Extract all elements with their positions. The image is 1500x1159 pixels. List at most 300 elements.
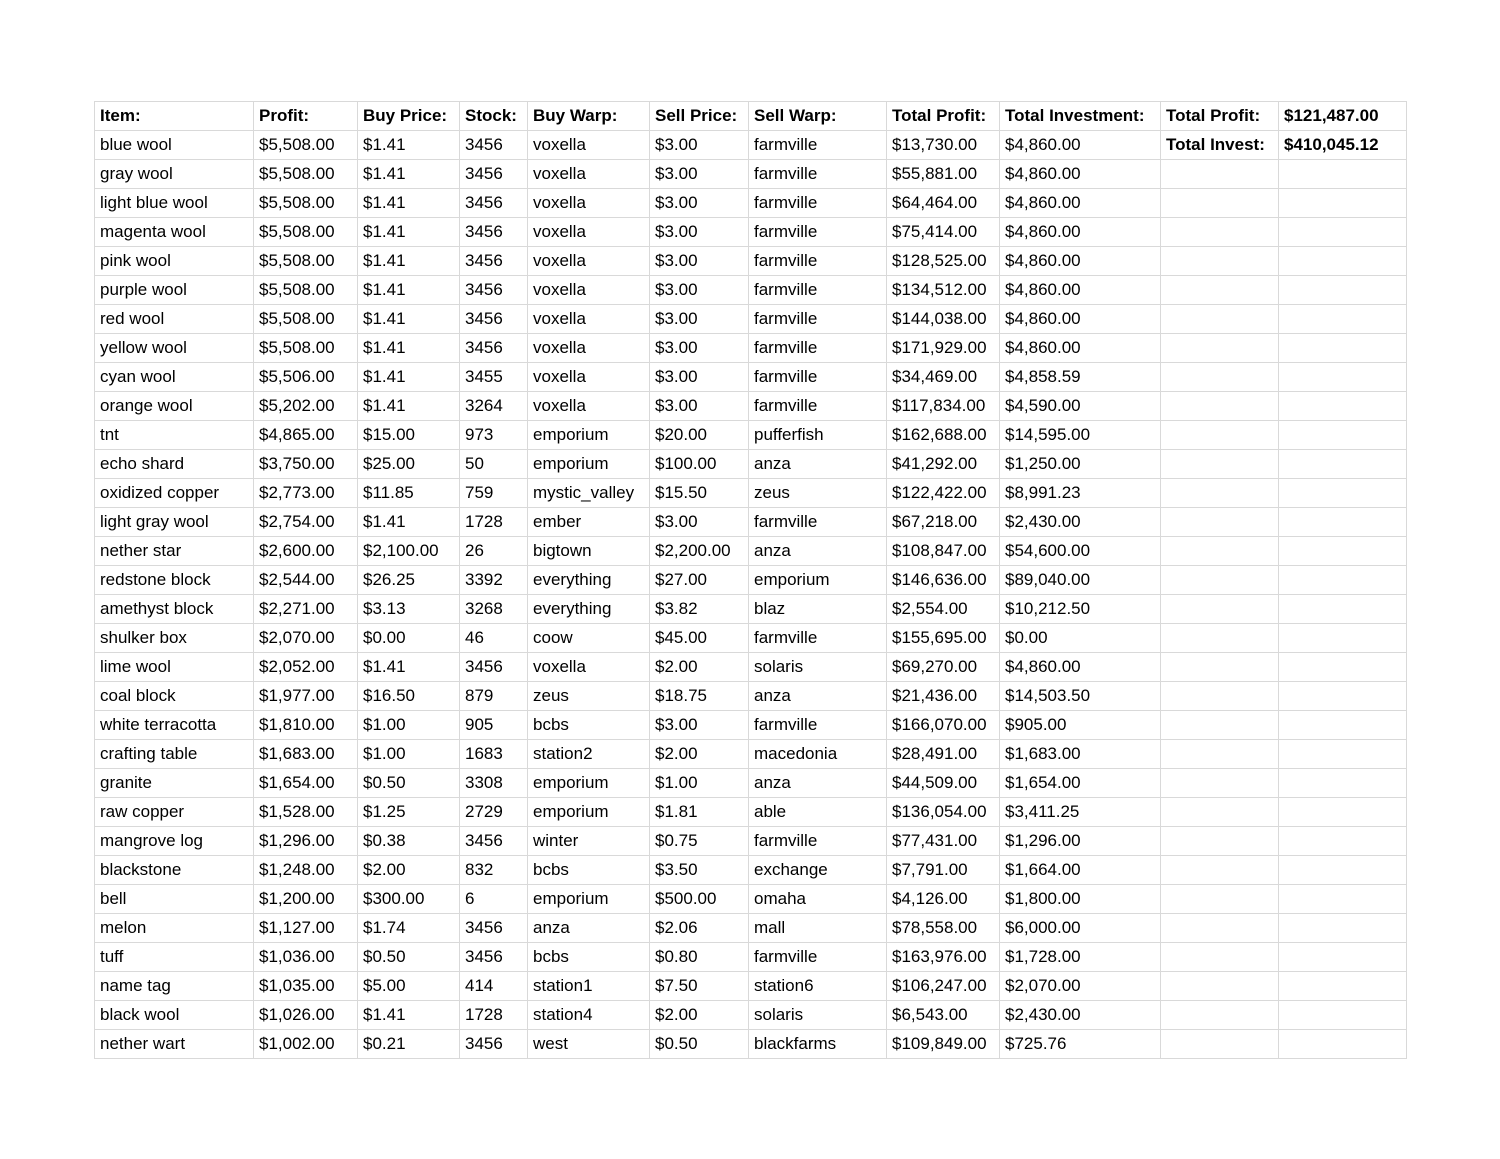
cell-total-profit[interactable]: $28,491.00 [887, 740, 1000, 769]
cell-item[interactable]: light gray wool [95, 508, 254, 537]
empty-cell[interactable] [1161, 508, 1279, 537]
cell-item[interactable]: coal block [95, 682, 254, 711]
empty-cell[interactable] [1279, 885, 1407, 914]
empty-cell[interactable] [1279, 740, 1407, 769]
cell-total-investment[interactable]: $89,040.00 [1000, 566, 1161, 595]
cell-buy-warp[interactable]: voxella [528, 653, 650, 682]
cell-item[interactable]: purple wool [95, 276, 254, 305]
cell-sell-warp[interactable]: emporium [749, 566, 887, 595]
empty-cell[interactable] [1279, 827, 1407, 856]
cell-total-profit[interactable]: $21,436.00 [887, 682, 1000, 711]
cell-sell-warp[interactable]: farmville [749, 131, 887, 160]
cell-item[interactable]: mangrove log [95, 827, 254, 856]
cell-sell-warp[interactable]: exchange [749, 856, 887, 885]
cell-buy-price[interactable]: $2,100.00 [358, 537, 460, 566]
cell-total-investment[interactable]: $2,430.00 [1000, 508, 1161, 537]
cell-total-investment[interactable]: $1,654.00 [1000, 769, 1161, 798]
cell-total-investment[interactable]: $4,860.00 [1000, 653, 1161, 682]
cell-stock[interactable]: 1728 [460, 508, 528, 537]
cell-total-profit[interactable]: $109,849.00 [887, 1030, 1000, 1059]
cell-buy-warp[interactable]: voxella [528, 276, 650, 305]
cell-sell-price[interactable]: $3.00 [650, 247, 749, 276]
cell-sell-price[interactable]: $0.50 [650, 1030, 749, 1059]
cell-item[interactable]: light blue wool [95, 189, 254, 218]
cell-stock[interactable]: 3456 [460, 247, 528, 276]
empty-cell[interactable] [1161, 769, 1279, 798]
cell-stock[interactable]: 3456 [460, 131, 528, 160]
cell-total-profit[interactable]: $13,730.00 [887, 131, 1000, 160]
cell-total-investment[interactable]: $4,860.00 [1000, 334, 1161, 363]
cell-profit[interactable]: $5,506.00 [254, 363, 358, 392]
cell-item[interactable]: blue wool [95, 131, 254, 160]
cell-buy-price[interactable]: $5.00 [358, 972, 460, 1001]
cell-buy-price[interactable]: $1.41 [358, 247, 460, 276]
empty-cell[interactable] [1161, 740, 1279, 769]
cell-total-profit[interactable]: $7,791.00 [887, 856, 1000, 885]
cell-profit[interactable]: $5,508.00 [254, 276, 358, 305]
cell-sell-warp[interactable]: farmville [749, 276, 887, 305]
cell-buy-price[interactable]: $3.13 [358, 595, 460, 624]
cell-buy-warp[interactable]: winter [528, 827, 650, 856]
cell-buy-warp[interactable]: emporium [528, 769, 650, 798]
cell-buy-price[interactable]: $1.41 [358, 189, 460, 218]
cell-sell-warp[interactable]: macedonia [749, 740, 887, 769]
cell-sell-price[interactable]: $500.00 [650, 885, 749, 914]
cell-sell-price[interactable]: $3.00 [650, 363, 749, 392]
cell-item[interactable]: orange wool [95, 392, 254, 421]
cell-total-investment[interactable]: $0.00 [1000, 624, 1161, 653]
cell-stock[interactable]: 3456 [460, 189, 528, 218]
cell-total-profit[interactable]: $67,218.00 [887, 508, 1000, 537]
cell-total-profit[interactable]: $171,929.00 [887, 334, 1000, 363]
cell-sell-warp[interactable]: farmville [749, 363, 887, 392]
cell-sell-price[interactable]: $7.50 [650, 972, 749, 1001]
cell-total-profit[interactable]: $106,247.00 [887, 972, 1000, 1001]
empty-cell[interactable] [1279, 856, 1407, 885]
empty-cell[interactable] [1279, 769, 1407, 798]
cell-stock[interactable]: 3456 [460, 914, 528, 943]
cell-sell-warp[interactable]: farmville [749, 160, 887, 189]
cell-stock[interactable]: 1728 [460, 1001, 528, 1030]
empty-cell[interactable] [1279, 972, 1407, 1001]
empty-cell[interactable] [1279, 450, 1407, 479]
empty-cell[interactable] [1279, 798, 1407, 827]
cell-buy-price[interactable]: $1.41 [358, 1001, 460, 1030]
cell-buy-price[interactable]: $1.00 [358, 740, 460, 769]
cell-profit[interactable]: $1,810.00 [254, 711, 358, 740]
summary-total-profit-value[interactable]: $121,487.00 [1279, 102, 1407, 131]
cell-item[interactable]: yellow wool [95, 334, 254, 363]
cell-total-profit[interactable]: $44,509.00 [887, 769, 1000, 798]
summary-total-invest-label[interactable]: Total Invest: [1161, 131, 1279, 160]
cell-sell-price[interactable]: $0.80 [650, 943, 749, 972]
cell-buy-warp[interactable]: station1 [528, 972, 650, 1001]
cell-profit[interactable]: $1,036.00 [254, 943, 358, 972]
cell-sell-warp[interactable]: solaris [749, 653, 887, 682]
cell-item[interactable]: pink wool [95, 247, 254, 276]
cell-stock[interactable]: 3308 [460, 769, 528, 798]
empty-cell[interactable] [1161, 624, 1279, 653]
cell-sell-warp[interactable]: farmville [749, 189, 887, 218]
cell-profit[interactable]: $5,508.00 [254, 305, 358, 334]
cell-profit[interactable]: $1,654.00 [254, 769, 358, 798]
empty-cell[interactable] [1161, 537, 1279, 566]
cell-sell-price[interactable]: $1.81 [650, 798, 749, 827]
cell-profit[interactable]: $2,544.00 [254, 566, 358, 595]
empty-cell[interactable] [1279, 189, 1407, 218]
cell-sell-warp[interactable]: farmville [749, 334, 887, 363]
cell-buy-warp[interactable]: voxella [528, 131, 650, 160]
cell-total-investment[interactable]: $1,728.00 [1000, 943, 1161, 972]
empty-cell[interactable] [1161, 798, 1279, 827]
cell-stock[interactable]: 3456 [460, 160, 528, 189]
cell-item[interactable]: bell [95, 885, 254, 914]
cell-item[interactable]: tnt [95, 421, 254, 450]
cell-sell-warp[interactable]: farmville [749, 711, 887, 740]
cell-total-profit[interactable]: $166,070.00 [887, 711, 1000, 740]
cell-buy-warp[interactable]: coow [528, 624, 650, 653]
cell-total-investment[interactable]: $14,595.00 [1000, 421, 1161, 450]
cell-profit[interactable]: $4,865.00 [254, 421, 358, 450]
empty-cell[interactable] [1279, 247, 1407, 276]
empty-cell[interactable] [1279, 624, 1407, 653]
cell-sell-price[interactable]: $0.75 [650, 827, 749, 856]
cell-sell-price[interactable]: $27.00 [650, 566, 749, 595]
header-sell-warp[interactable]: Sell Warp: [749, 102, 887, 131]
cell-item[interactable]: amethyst block [95, 595, 254, 624]
cell-total-profit[interactable]: $64,464.00 [887, 189, 1000, 218]
header-total-profit[interactable]: Total Profit: [887, 102, 1000, 131]
empty-cell[interactable] [1161, 566, 1279, 595]
cell-buy-price[interactable]: $0.50 [358, 769, 460, 798]
empty-cell[interactable] [1279, 218, 1407, 247]
cell-sell-warp[interactable]: farmville [749, 392, 887, 421]
cell-total-profit[interactable]: $78,558.00 [887, 914, 1000, 943]
cell-item[interactable]: nether star [95, 537, 254, 566]
cell-buy-price[interactable]: $2.00 [358, 856, 460, 885]
cell-total-investment[interactable]: $905.00 [1000, 711, 1161, 740]
cell-total-profit[interactable]: $55,881.00 [887, 160, 1000, 189]
empty-cell[interactable] [1279, 305, 1407, 334]
cell-buy-warp[interactable]: voxella [528, 392, 650, 421]
cell-sell-warp[interactable]: solaris [749, 1001, 887, 1030]
header-sell-price[interactable]: Sell Price: [650, 102, 749, 131]
cell-total-profit[interactable]: $108,847.00 [887, 537, 1000, 566]
cell-sell-warp[interactable]: anza [749, 682, 887, 711]
cell-buy-warp[interactable]: emporium [528, 885, 650, 914]
cell-sell-price[interactable]: $3.00 [650, 711, 749, 740]
cell-total-investment[interactable]: $1,800.00 [1000, 885, 1161, 914]
cell-item[interactable]: gray wool [95, 160, 254, 189]
cell-stock[interactable]: 973 [460, 421, 528, 450]
cell-sell-warp[interactable]: mall [749, 914, 887, 943]
cell-buy-warp[interactable]: emporium [528, 798, 650, 827]
cell-buy-price[interactable]: $1.41 [358, 508, 460, 537]
cell-profit[interactable]: $1,035.00 [254, 972, 358, 1001]
cell-buy-price[interactable]: $1.41 [358, 334, 460, 363]
cell-buy-price[interactable]: $0.00 [358, 624, 460, 653]
cell-total-investment[interactable]: $6,000.00 [1000, 914, 1161, 943]
cell-total-profit[interactable]: $162,688.00 [887, 421, 1000, 450]
cell-sell-price[interactable]: $3.00 [650, 392, 749, 421]
cell-item[interactable]: shulker box [95, 624, 254, 653]
cell-sell-warp[interactable]: zeus [749, 479, 887, 508]
cell-sell-price[interactable]: $18.75 [650, 682, 749, 711]
cell-sell-warp[interactable]: farmville [749, 305, 887, 334]
cell-buy-warp[interactable]: voxella [528, 247, 650, 276]
cell-sell-price[interactable]: $3.00 [650, 508, 749, 537]
cell-item[interactable]: lime wool [95, 653, 254, 682]
cell-buy-warp[interactable]: voxella [528, 334, 650, 363]
empty-cell[interactable] [1279, 595, 1407, 624]
cell-buy-warp[interactable]: voxella [528, 363, 650, 392]
cell-profit[interactable]: $1,002.00 [254, 1030, 358, 1059]
cell-total-profit[interactable]: $75,414.00 [887, 218, 1000, 247]
cell-profit[interactable]: $1,296.00 [254, 827, 358, 856]
cell-profit[interactable]: $5,508.00 [254, 334, 358, 363]
cell-sell-warp[interactable]: farmville [749, 218, 887, 247]
cell-item[interactable]: nether wart [95, 1030, 254, 1059]
empty-cell[interactable] [1161, 421, 1279, 450]
cell-total-investment[interactable]: $725.76 [1000, 1030, 1161, 1059]
cell-stock[interactable]: 414 [460, 972, 528, 1001]
empty-cell[interactable] [1279, 566, 1407, 595]
cell-buy-warp[interactable]: voxella [528, 189, 650, 218]
cell-buy-warp[interactable]: emporium [528, 421, 650, 450]
cell-stock[interactable]: 26 [460, 537, 528, 566]
cell-item[interactable]: magenta wool [95, 218, 254, 247]
cell-total-profit[interactable]: $136,054.00 [887, 798, 1000, 827]
cell-buy-warp[interactable]: everything [528, 595, 650, 624]
empty-cell[interactable] [1161, 305, 1279, 334]
cell-item[interactable]: tuff [95, 943, 254, 972]
header-total-investment[interactable]: Total Investment: [1000, 102, 1161, 131]
cell-total-investment[interactable]: $54,600.00 [1000, 537, 1161, 566]
cell-stock[interactable]: 3456 [460, 653, 528, 682]
empty-cell[interactable] [1279, 479, 1407, 508]
cell-sell-warp[interactable]: farmville [749, 247, 887, 276]
header-item[interactable]: Item: [95, 102, 254, 131]
cell-buy-price[interactable]: $1.41 [358, 131, 460, 160]
cell-buy-warp[interactable]: station2 [528, 740, 650, 769]
cell-profit[interactable]: $1,200.00 [254, 885, 358, 914]
cell-buy-price[interactable]: $1.41 [358, 392, 460, 421]
empty-cell[interactable] [1279, 276, 1407, 305]
cell-stock[interactable]: 3456 [460, 334, 528, 363]
cell-total-profit[interactable]: $134,512.00 [887, 276, 1000, 305]
empty-cell[interactable] [1161, 189, 1279, 218]
cell-buy-warp[interactable]: bcbs [528, 943, 650, 972]
cell-total-profit[interactable]: $41,292.00 [887, 450, 1000, 479]
cell-total-investment[interactable]: $4,858.59 [1000, 363, 1161, 392]
empty-cell[interactable] [1279, 160, 1407, 189]
cell-sell-warp[interactable]: blaz [749, 595, 887, 624]
cell-sell-price[interactable]: $100.00 [650, 450, 749, 479]
empty-cell[interactable] [1161, 1030, 1279, 1059]
cell-stock[interactable]: 905 [460, 711, 528, 740]
empty-cell[interactable] [1279, 653, 1407, 682]
cell-total-investment[interactable]: $4,860.00 [1000, 247, 1161, 276]
cell-sell-warp[interactable]: station6 [749, 972, 887, 1001]
cell-total-investment[interactable]: $1,683.00 [1000, 740, 1161, 769]
cell-profit[interactable]: $1,127.00 [254, 914, 358, 943]
cell-total-investment[interactable]: $4,590.00 [1000, 392, 1161, 421]
cell-sell-price[interactable]: $3.00 [650, 131, 749, 160]
cell-item[interactable]: echo shard [95, 450, 254, 479]
empty-cell[interactable] [1161, 160, 1279, 189]
cell-sell-price[interactable]: $15.50 [650, 479, 749, 508]
empty-cell[interactable] [1161, 276, 1279, 305]
empty-cell[interactable] [1279, 1001, 1407, 1030]
empty-cell[interactable] [1161, 711, 1279, 740]
cell-buy-warp[interactable]: emporium [528, 450, 650, 479]
header-profit[interactable]: Profit: [254, 102, 358, 131]
cell-total-profit[interactable]: $128,525.00 [887, 247, 1000, 276]
empty-cell[interactable] [1161, 479, 1279, 508]
empty-cell[interactable] [1279, 508, 1407, 537]
cell-sell-price[interactable]: $2.00 [650, 740, 749, 769]
cell-profit[interactable]: $2,052.00 [254, 653, 358, 682]
empty-cell[interactable] [1161, 363, 1279, 392]
cell-buy-warp[interactable]: voxella [528, 218, 650, 247]
cell-buy-price[interactable]: $0.50 [358, 943, 460, 972]
cell-buy-warp[interactable]: bcbs [528, 711, 650, 740]
cell-sell-price[interactable]: $3.00 [650, 189, 749, 218]
cell-buy-price[interactable]: $0.38 [358, 827, 460, 856]
cell-profit[interactable]: $1,528.00 [254, 798, 358, 827]
cell-stock[interactable]: 3392 [460, 566, 528, 595]
cell-item[interactable]: black wool [95, 1001, 254, 1030]
cell-buy-warp[interactable]: mystic_valley [528, 479, 650, 508]
cell-total-investment[interactable]: $4,860.00 [1000, 131, 1161, 160]
cell-profit[interactable]: $3,750.00 [254, 450, 358, 479]
cell-sell-warp[interactable]: farmville [749, 624, 887, 653]
cell-sell-price[interactable]: $3.82 [650, 595, 749, 624]
cell-profit[interactable]: $1,026.00 [254, 1001, 358, 1030]
cell-total-profit[interactable]: $2,554.00 [887, 595, 1000, 624]
cell-total-profit[interactable]: $4,126.00 [887, 885, 1000, 914]
cell-buy-price[interactable]: $25.00 [358, 450, 460, 479]
empty-cell[interactable] [1279, 537, 1407, 566]
empty-cell[interactable] [1161, 218, 1279, 247]
cell-total-profit[interactable]: $69,270.00 [887, 653, 1000, 682]
cell-item[interactable]: crafting table [95, 740, 254, 769]
header-stock[interactable]: Stock: [460, 102, 528, 131]
cell-buy-warp[interactable]: bigtown [528, 537, 650, 566]
cell-stock[interactable]: 3456 [460, 218, 528, 247]
empty-cell[interactable] [1161, 392, 1279, 421]
empty-cell[interactable] [1161, 856, 1279, 885]
empty-cell[interactable] [1161, 450, 1279, 479]
cell-sell-warp[interactable]: anza [749, 537, 887, 566]
cell-total-profit[interactable]: $144,038.00 [887, 305, 1000, 334]
cell-item[interactable]: red wool [95, 305, 254, 334]
cell-buy-price[interactable]: $16.50 [358, 682, 460, 711]
cell-total-profit[interactable]: $122,422.00 [887, 479, 1000, 508]
cell-profit[interactable]: $2,754.00 [254, 508, 358, 537]
cell-item[interactable]: blackstone [95, 856, 254, 885]
cell-profit[interactable]: $2,070.00 [254, 624, 358, 653]
cell-total-profit[interactable]: $117,834.00 [887, 392, 1000, 421]
cell-sell-price[interactable]: $3.00 [650, 305, 749, 334]
cell-stock[interactable]: 3456 [460, 943, 528, 972]
cell-stock[interactable]: 46 [460, 624, 528, 653]
cell-buy-warp[interactable]: anza [528, 914, 650, 943]
cell-sell-warp[interactable]: blackfarms [749, 1030, 887, 1059]
cell-total-profit[interactable]: $6,543.00 [887, 1001, 1000, 1030]
cell-buy-price[interactable]: $11.85 [358, 479, 460, 508]
cell-sell-price[interactable]: $3.00 [650, 160, 749, 189]
cell-stock[interactable]: 2729 [460, 798, 528, 827]
cell-buy-price[interactable]: $0.21 [358, 1030, 460, 1059]
cell-buy-price[interactable]: $300.00 [358, 885, 460, 914]
cell-sell-price[interactable]: $45.00 [650, 624, 749, 653]
cell-total-investment[interactable]: $2,430.00 [1000, 1001, 1161, 1030]
cell-profit[interactable]: $5,508.00 [254, 218, 358, 247]
cell-sell-price[interactable]: $2.00 [650, 653, 749, 682]
empty-cell[interactable] [1161, 595, 1279, 624]
empty-cell[interactable] [1161, 885, 1279, 914]
cell-sell-price[interactable]: $3.50 [650, 856, 749, 885]
cell-stock[interactable]: 3456 [460, 305, 528, 334]
cell-profit[interactable]: $5,508.00 [254, 131, 358, 160]
cell-sell-price[interactable]: $3.00 [650, 276, 749, 305]
cell-profit[interactable]: $1,683.00 [254, 740, 358, 769]
cell-item[interactable]: melon [95, 914, 254, 943]
cell-buy-warp[interactable]: zeus [528, 682, 650, 711]
cell-sell-warp[interactable]: able [749, 798, 887, 827]
cell-total-investment[interactable]: $8,991.23 [1000, 479, 1161, 508]
empty-cell[interactable] [1279, 392, 1407, 421]
cell-item[interactable]: cyan wool [95, 363, 254, 392]
empty-cell[interactable] [1279, 334, 1407, 363]
cell-item[interactable]: name tag [95, 972, 254, 1001]
empty-cell[interactable] [1161, 827, 1279, 856]
cell-total-investment[interactable]: $4,860.00 [1000, 189, 1161, 218]
cell-sell-price[interactable]: $2.00 [650, 1001, 749, 1030]
cell-total-investment[interactable]: $3,411.25 [1000, 798, 1161, 827]
cell-item[interactable]: redstone block [95, 566, 254, 595]
cell-total-profit[interactable]: $34,469.00 [887, 363, 1000, 392]
cell-buy-warp[interactable]: west [528, 1030, 650, 1059]
cell-sell-warp[interactable]: anza [749, 450, 887, 479]
cell-profit[interactable]: $2,271.00 [254, 595, 358, 624]
cell-buy-price[interactable]: $1.41 [358, 653, 460, 682]
cell-total-investment[interactable]: $4,860.00 [1000, 276, 1161, 305]
cell-sell-warp[interactable]: farmville [749, 508, 887, 537]
cell-total-investment[interactable]: $4,860.00 [1000, 160, 1161, 189]
cell-total-profit[interactable]: $77,431.00 [887, 827, 1000, 856]
cell-buy-price[interactable]: $1.25 [358, 798, 460, 827]
cell-buy-price[interactable]: $1.00 [358, 711, 460, 740]
empty-cell[interactable] [1279, 421, 1407, 450]
cell-buy-price[interactable]: $1.41 [358, 160, 460, 189]
cell-buy-price[interactable]: $1.74 [358, 914, 460, 943]
cell-profit[interactable]: $2,600.00 [254, 537, 358, 566]
cell-total-investment[interactable]: $1,664.00 [1000, 856, 1161, 885]
empty-cell[interactable] [1279, 914, 1407, 943]
empty-cell[interactable] [1161, 914, 1279, 943]
empty-cell[interactable] [1161, 1001, 1279, 1030]
cell-profit[interactable]: $5,508.00 [254, 189, 358, 218]
cell-total-investment[interactable]: $10,212.50 [1000, 595, 1161, 624]
cell-sell-warp[interactable]: farmville [749, 827, 887, 856]
cell-stock[interactable]: 3456 [460, 827, 528, 856]
cell-sell-price[interactable]: $2,200.00 [650, 537, 749, 566]
cell-total-profit[interactable]: $155,695.00 [887, 624, 1000, 653]
cell-total-profit[interactable]: $146,636.00 [887, 566, 1000, 595]
cell-buy-warp[interactable]: bcbs [528, 856, 650, 885]
